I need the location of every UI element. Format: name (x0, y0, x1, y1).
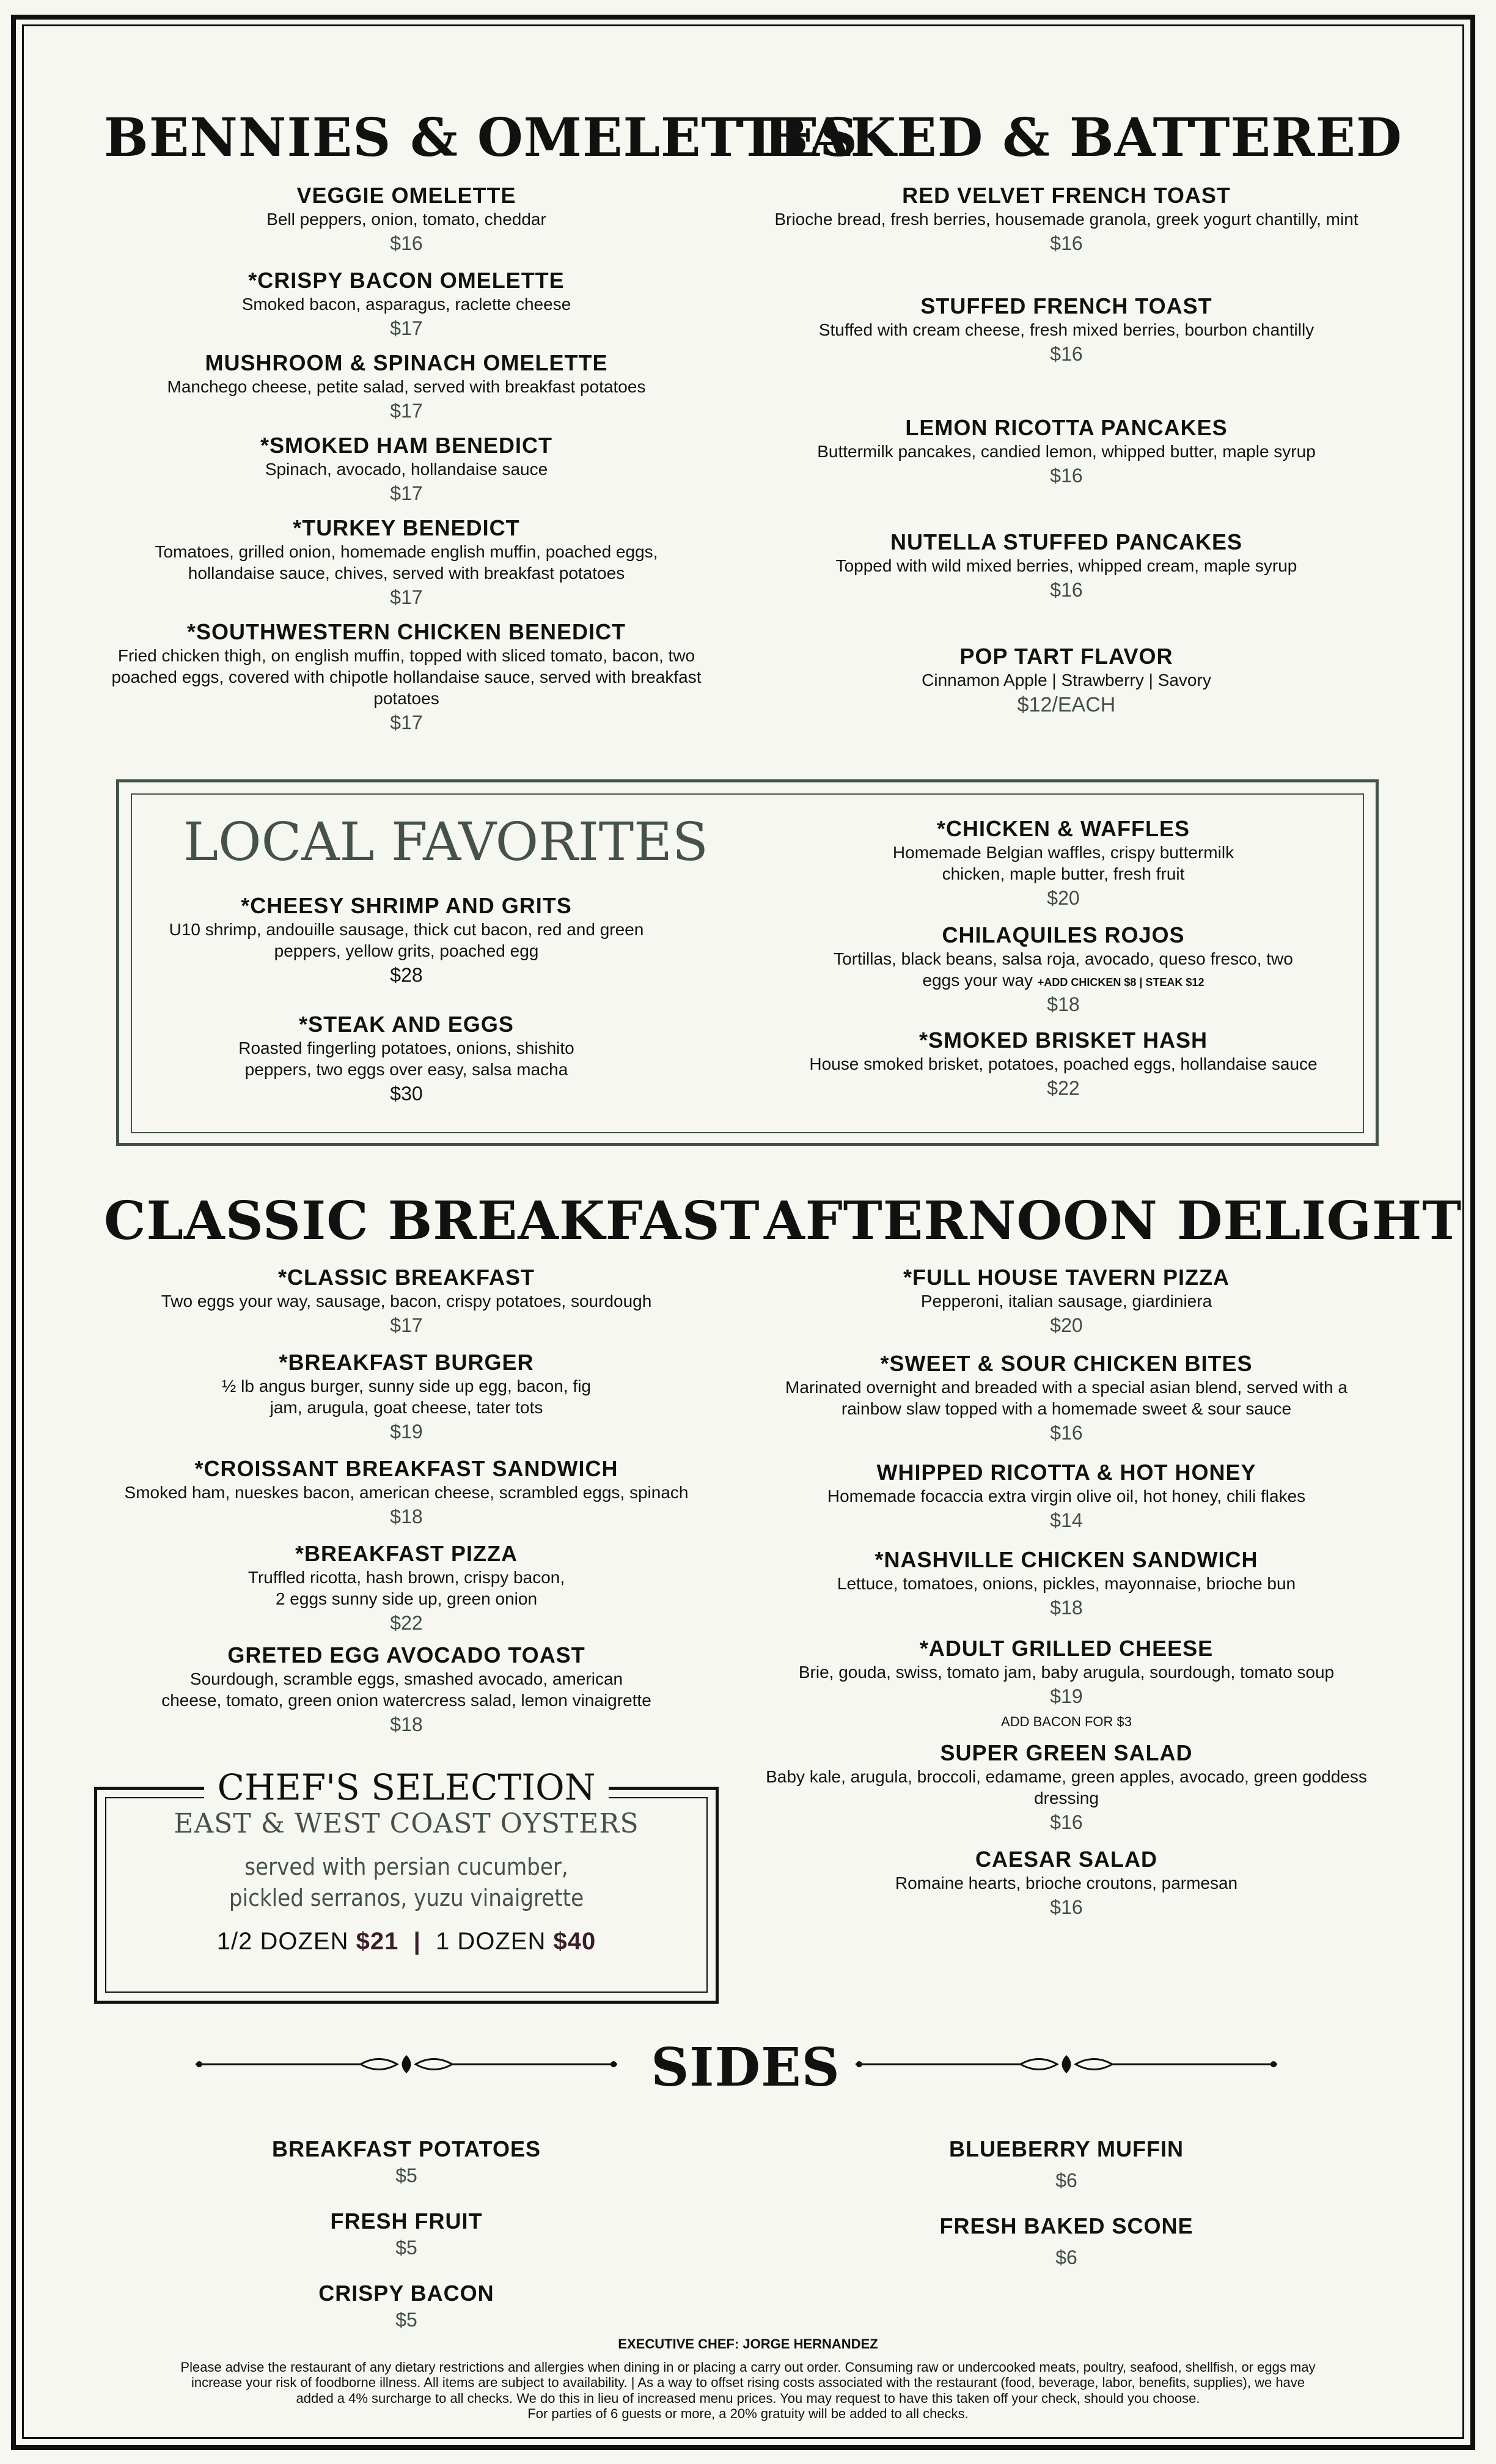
item-name: LEMON RICOTTA PANCAKES (905, 414, 1228, 440)
item-name: CRISPY BACON (318, 2280, 494, 2306)
menu-item (733, 1740, 1399, 1836)
item-price: $17 (390, 712, 423, 734)
oyster-prices (105, 1928, 708, 1955)
half-dozen-label: 1/2 DOZEN (216, 1927, 349, 1955)
menu-item (776, 922, 1351, 1018)
item-name: VEGGIE OMELETTE (296, 183, 516, 208)
item-name: POP TART FLAVOR (959, 643, 1173, 669)
item-desc: Truffled ricotta, hash brown, crispy bacon, 2 eggs sunny side up, green onion (248, 1568, 565, 1609)
item-name: WHIPPED RICOTTA & HOT HONEY (876, 1459, 1256, 1485)
local-right-list (776, 815, 1351, 1102)
item-price: $16 (390, 232, 423, 255)
item-price: $19 (390, 1421, 423, 1443)
item-name: CHILAQUILES ROJOS (942, 922, 1185, 947)
item-name: *CROISSANT BREAKFAST SANDWICH (194, 1455, 618, 1481)
menu-item (733, 1264, 1399, 1339)
left-flourish-icon (196, 2049, 617, 2080)
oyster-desc-2: pickled serranos, yuzu vinaigrette (229, 1885, 584, 1912)
item-name: *CRISPY BACON OMELETTE (248, 267, 565, 293)
item-price: $22 (390, 1612, 423, 1635)
menu-item (733, 293, 1399, 368)
oyster-block (105, 1808, 708, 1955)
menu-item (733, 414, 1399, 490)
disclaimer-line: increase your risk of foodborne illness. All items are subject to availability. | As a way to offset rising costs associated with the restaurant (food, beverage, labor, benefits, supplies), we have (191, 2375, 1305, 2391)
item-name: *BREAKFAST BURGER (279, 1349, 534, 1375)
local-left-list (141, 892, 672, 1108)
menu-item (92, 182, 721, 257)
item-desc: Brie, gouda, swiss, tomato jam, baby arugula, sourdough, tomato soup (798, 1663, 1335, 1682)
bennies-title: BENNIES & OMELETTES (104, 107, 859, 169)
menu-item (733, 1846, 1399, 1921)
menu-item (92, 1264, 721, 1339)
item-name: *NASHVILLE CHICKEN SANDWICH (875, 1546, 1258, 1572)
side-item (862, 2136, 1271, 2194)
item-desc: Topped with wild mixed berries, whipped cream, maple syrup (835, 556, 1297, 576)
item-price: $20 (1050, 1314, 1083, 1337)
item-price: $16 (1050, 1896, 1083, 1919)
menu-item (92, 1349, 721, 1446)
menu-item (92, 432, 721, 507)
item-price: $20 (1047, 887, 1080, 910)
executive-chef: EXECUTIVE CHEF: JORGE HERNANDEZ (618, 2336, 878, 2352)
item-name: *ADULT GRILLED CHEESE (919, 1635, 1214, 1661)
item-price: $16 (1050, 465, 1083, 487)
afternoon-list (733, 1264, 1399, 1921)
item-desc: Lettuce, tomatoes, onions, pickles, mayonnaise, brioche bun (837, 1574, 1296, 1594)
item-price: $16 (1050, 343, 1083, 366)
item-name: CAESAR SALAD (975, 1846, 1157, 1872)
disclaimer-line: added a 4% surcharge to all checks. We do this in lieu of increased menu prices. You may request to have this taken off your check, should you choose. (296, 2390, 1200, 2406)
oyster-desc-1: served with persian cucumber, (244, 1853, 568, 1880)
item-name: *CHEESY SHRIMP AND GRITS (241, 893, 572, 918)
item-price: $30 (390, 1083, 423, 1105)
menu-item (776, 815, 1351, 912)
item-price: $18 (1050, 1597, 1083, 1619)
item-price: $5 (395, 2164, 417, 2187)
menu-item (141, 892, 672, 989)
item-price: $12/EACH (1017, 693, 1116, 717)
item-name: *BREAKFAST PIZZA (295, 1540, 518, 1566)
item-name: NUTELLA STUFFED PANCAKES (890, 529, 1242, 554)
item-desc (776, 948, 1351, 991)
footer (37, 2336, 1459, 2421)
item-desc: Sourdough, scramble eggs, smashed avocado, american cheese, tomato, green onion watercress salad, lemon vinaigrette (161, 1669, 651, 1710)
item-name: MUSHROOM & SPINACH OMELETTE (205, 350, 608, 375)
menu-item (92, 1642, 721, 1738)
price-separator: | (413, 1927, 421, 1955)
item-price: $6 (1055, 2169, 1077, 2192)
add-on-note: +ADD CHICKEN $8 | STEAK $12 (1037, 976, 1204, 989)
item-desc: ½ lb angus burger, sunny side up egg, bacon, fig jam, arugula, goat cheese, tater tots (222, 1377, 591, 1418)
dozen-price: $40 (553, 1927, 596, 1955)
menu-item (733, 1546, 1399, 1622)
item-desc-text: Tortillas, black beans, salsa roja, avocado, queso fresco, two eggs your way (834, 949, 1293, 990)
item-desc: Brioche bread, fresh berries, housemade granola, greek yogurt chantilly, mint (774, 210, 1358, 229)
item-name: *STEAK AND EGGS (299, 1011, 514, 1037)
item-price: $17 (390, 400, 423, 422)
right-flourish-icon (856, 2049, 1277, 2080)
item-price: $17 (390, 482, 423, 505)
baked-list (733, 182, 1399, 720)
classic-list (92, 1264, 721, 1738)
item-name: *TURKEY BENEDICT (293, 515, 520, 540)
item-name: RED VELVET FRENCH TOAST (902, 183, 1231, 208)
chef-selection-title: CHEF'S SELECTION (204, 1767, 609, 1808)
item-price: $17 (390, 317, 423, 340)
item-price: $5 (395, 2237, 417, 2259)
dozen-label: 1 DOZEN (436, 1927, 546, 1955)
item-name: *CLASSIC BREAKFAST (277, 1265, 535, 1290)
menu-item (92, 267, 721, 342)
menu-item (92, 619, 721, 737)
item-price: $16 (1050, 1422, 1083, 1444)
item-desc: Smoked bacon, asparagus, raclette cheese (241, 295, 571, 314)
disclaimer-line: For parties of 6 guests or more, a 20% gratuity will be added to all checks. (527, 2405, 969, 2421)
item-price: $6 (1055, 2246, 1077, 2269)
item-desc: Spinach, avocado, hollandaise sauce (265, 460, 548, 479)
item-desc: Marinated overnight and breaded with a special asian blend, served with a rainbow slaw topped with a homemade sweet & sour sauce (785, 1378, 1348, 1419)
item-desc: Stuffed with cream cheese, fresh mixed berries, bourbon chantilly (818, 320, 1314, 340)
item-price: $18 (390, 1713, 423, 1736)
item-desc: U10 shrimp, andouille sausage, thick cut bacon, red and green peppers, yellow grits, poached egg (169, 920, 644, 961)
item-price: $18 (1047, 993, 1080, 1016)
item-desc: Roasted fingerling potatoes, onions, shishito peppers, two eggs over easy, salsa macha (238, 1039, 574, 1079)
item-desc: Baby kale, arugula, broccoli, edamame, green apples, avocado, green goddess dressing (766, 1767, 1367, 1808)
item-desc: Pepperoni, italian sausage, giardiniera (920, 1292, 1212, 1311)
menu-item (733, 529, 1399, 604)
item-desc: Buttermilk pancakes, candied lemon, whipped butter, maple syrup (817, 442, 1316, 462)
local-favorites-title: LOCAL FAVORITES (183, 812, 708, 873)
item-name: SUPER GREEN SALAD (940, 1740, 1193, 1765)
item-name: *SMOKED HAM BENEDICT (260, 432, 552, 458)
bennies-list (92, 182, 721, 737)
half-dozen-price: $21 (356, 1927, 399, 1955)
item-name: BLUEBERRY MUFFIN (949, 2136, 1184, 2161)
menu-item (733, 643, 1399, 720)
item-price: $17 (390, 1314, 423, 1337)
menu-item (92, 1540, 721, 1637)
item-desc: Tomatoes, grilled onion, homemade english muffin, poached eggs, hollandaise sauce, chives, served with breakfast potatoes (155, 542, 658, 583)
item-desc: Smoked ham, nueskes bacon, american cheese, scrambled eggs, spinach (124, 1483, 689, 1502)
menu-item (776, 1027, 1351, 1102)
side-item (202, 2280, 611, 2334)
oyster-title: EAST & WEST COAST OYSTERS (174, 1808, 639, 1839)
item-price: $16 (1050, 579, 1083, 601)
item-price: $19 (1050, 1685, 1083, 1708)
sides-title: SIDES (651, 2037, 840, 2098)
menu-item (141, 1011, 672, 1108)
item-desc: Cinnamon Apple | Strawberry | Savory (922, 671, 1211, 690)
item-desc: Homemade focaccia extra virgin olive oil, hot honey, chili flakes (827, 1487, 1306, 1506)
item-name: BREAKFAST POTATOES (271, 2136, 541, 2161)
item-price: $28 (390, 964, 423, 987)
item-name: *CHICKEN & WAFFLES (937, 816, 1190, 841)
item-desc: Manchego cheese, petite salad, served with breakfast potatoes (167, 377, 646, 397)
item-price: $16 (1050, 232, 1083, 255)
item-price: $18 (390, 1506, 423, 1528)
menu-item (92, 350, 721, 425)
item-name: *SMOKED BRISKET HASH (919, 1027, 1208, 1053)
item-name: *SOUTHWESTERN CHICKEN BENEDICT (186, 619, 626, 644)
item-desc: Bell peppers, onion, tomato, cheddar (266, 210, 546, 229)
item-name: *SWEET & SOUR CHICKEN BITES (880, 1350, 1253, 1376)
side-item (202, 2136, 611, 2190)
sides-right-list (862, 2136, 1271, 2271)
item-price: $17 (390, 586, 423, 609)
item-price: $14 (1050, 1509, 1083, 1532)
item-name: *FULL HOUSE TAVERN PIZZA (903, 1265, 1230, 1290)
item-name: STUFFED FRENCH TOAST (920, 293, 1212, 318)
menu-item (92, 515, 721, 611)
item-name: GRETED EGG AVOCADO TOAST (227, 1642, 585, 1668)
menu-item (733, 1350, 1399, 1447)
menu-item (92, 1455, 721, 1531)
item-desc: Romaine hearts, brioche croutons, parmesan (895, 1874, 1238, 1893)
classic-title: CLASSIC BREAKFAST (104, 1190, 760, 1252)
item-desc: Homemade Belgian waffles, crispy buttermilk chicken, maple butter, fresh fruit (892, 843, 1234, 884)
item-desc: House smoked brisket, potatoes, poached eggs, hollandaise sauce (809, 1054, 1318, 1074)
item-price: $22 (1047, 1077, 1080, 1100)
item-name: FRESH FRUIT (330, 2208, 483, 2234)
item-name: FRESH BAKED SCONE (939, 2213, 1194, 2238)
baked-title: BAKED & BATTERED (764, 107, 1402, 169)
menu-item (733, 182, 1399, 257)
afternoon-title: AFTERNOON DELIGHT (764, 1190, 1462, 1252)
item-price: $5 (395, 2309, 417, 2331)
sides-left-list (202, 2136, 611, 2334)
item-price: $16 (1050, 1811, 1083, 1834)
side-item (862, 2213, 1271, 2271)
item-desc: Fried chicken thigh, on english muffin, topped with sliced tomato, bacon, two poached eggs, covered with chipotle hollandaise sauce, served with breakfast potatoes (111, 646, 702, 708)
menu-item (733, 1459, 1399, 1534)
disclaimer-line: Please advise the restaurant of any dietary restrictions and allergies when dining in or placing a carry out order. Consuming raw or undercooked meats, poultry, seafood, shellfish, or eggs may (180, 2359, 1316, 2375)
add-on-note: ADD BACON FOR $3 (1001, 1713, 1132, 1729)
side-item (202, 2208, 611, 2262)
menu-item (733, 1635, 1399, 1730)
item-desc: Two eggs your way, sausage, bacon, crispy potatoes, sourdough (161, 1292, 652, 1311)
chef-selection-heading (94, 1767, 719, 1808)
